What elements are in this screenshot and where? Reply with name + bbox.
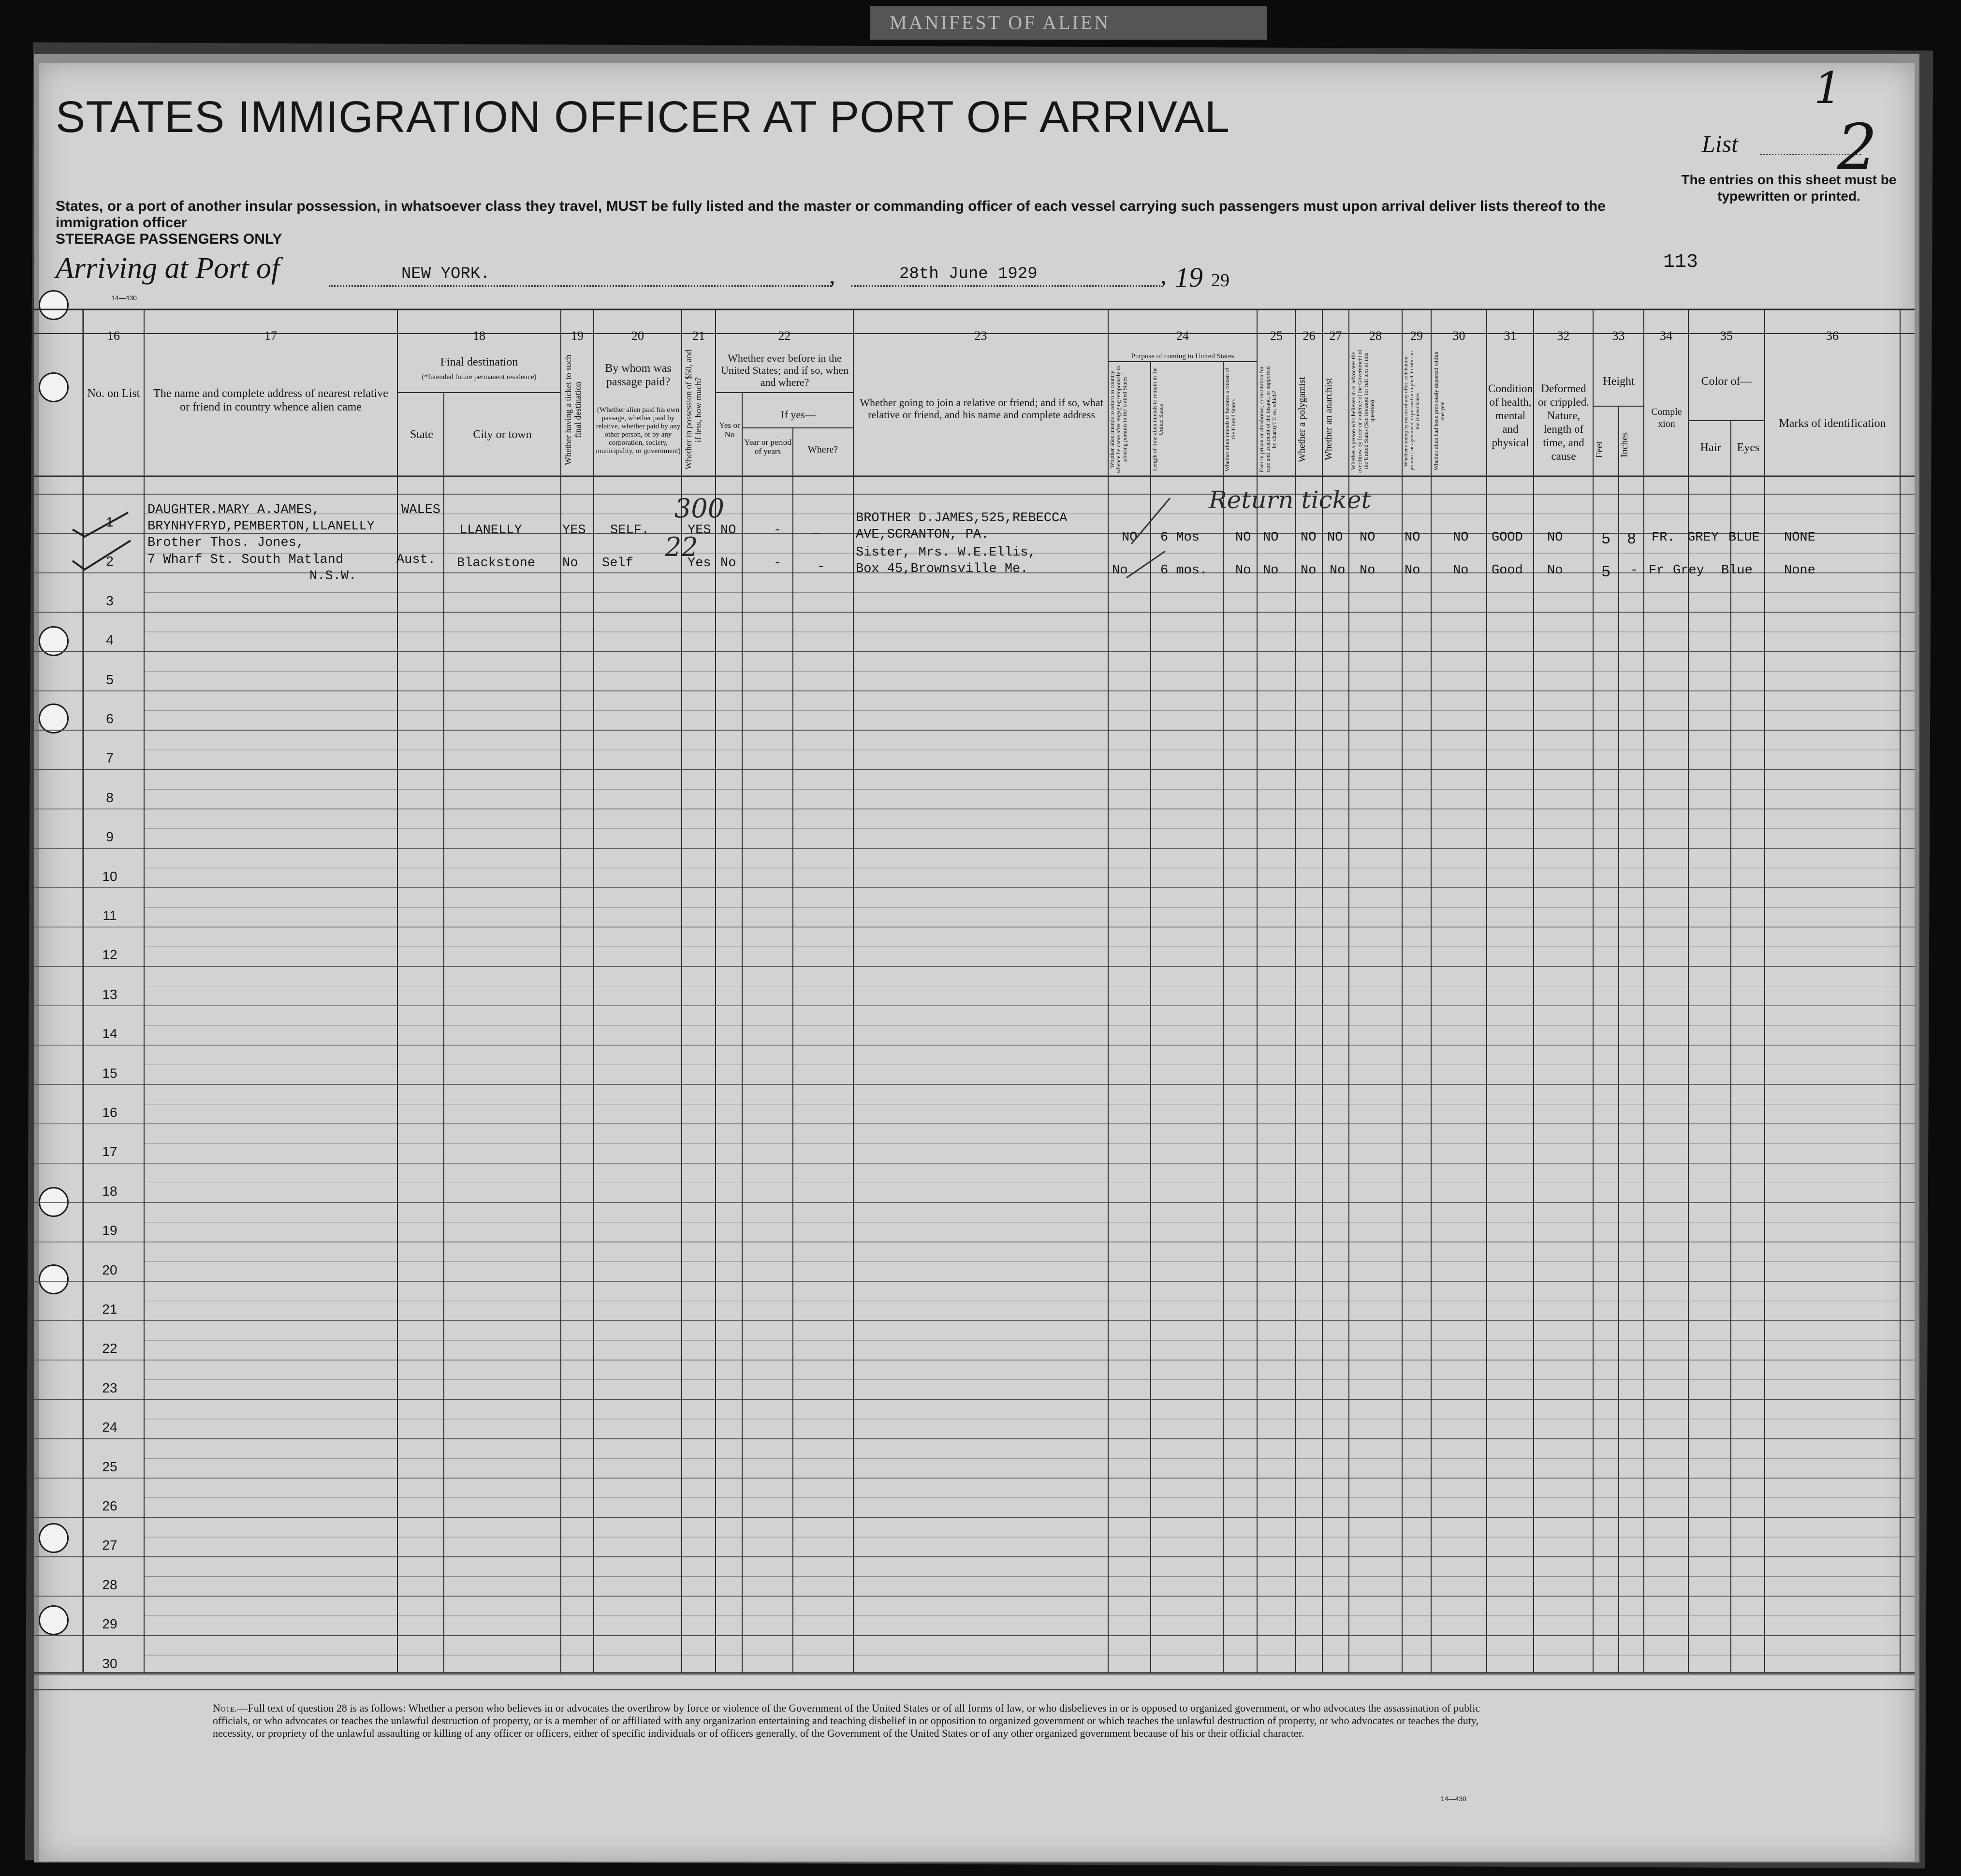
footer-code: 14—430 (1441, 1795, 1466, 1803)
column-number-16: 16 (107, 329, 120, 343)
row-number: 21 (102, 1302, 117, 1317)
header-where: Where? (807, 444, 838, 455)
row-number: 3 (106, 593, 114, 608)
row-number: 20 (102, 1262, 117, 1277)
row-number: 29 (102, 1616, 117, 1632)
p1-overthrow: NO (1360, 530, 1376, 545)
row-number: 26 (102, 1498, 117, 1513)
row-number: 14 (102, 1026, 117, 1041)
p2-relative-line1: Brother Thos. Jones, (147, 536, 305, 550)
p1-relative-line2: BRYNHYFRYD,PEMBERTON,LLANELLY (147, 519, 375, 534)
footnote (213, 1702, 1518, 1740)
row-number: 22 (102, 1341, 117, 1356)
header-inches: Inches (1619, 432, 1630, 458)
form-code: 14—430 (111, 294, 137, 302)
column-number-30: 30 (1452, 329, 1465, 343)
p2-polygamist: No (1301, 563, 1317, 578)
row-number: 6 (106, 711, 114, 726)
row-number: 19 (102, 1223, 117, 1238)
date-value: 28th June 1929 (899, 265, 1038, 283)
row-number: 1 (106, 514, 114, 529)
p1-hair: GREY (1687, 530, 1719, 545)
column-number-24: 24 (1176, 329, 1189, 343)
row-number: 4 (106, 632, 114, 648)
header-passage-paid-sub: (Whether alien paid his own passage, whether paid by relative, whether paid by any other person, or by any corporation, society, municipality, or government) (596, 406, 681, 455)
p1-citizen: NO (1235, 530, 1251, 545)
row-number: 12 (102, 947, 117, 963)
p2-where: - (817, 560, 825, 574)
p1-join-line1: BROTHER D.JAMES,525,REBECCA (856, 511, 1068, 526)
row-number: 7 (106, 750, 114, 766)
p2-inches: - (1630, 563, 1639, 578)
p2-offer: No (1405, 563, 1420, 578)
header-health: Condition of health, mental and physical (1488, 382, 1533, 449)
p2-join-line2: Box 45,Brownsville Me. (856, 562, 1028, 576)
row-number: 5 (106, 672, 114, 687)
header-deformed: Deformed or crippled. Nature, length of time, and cause (1537, 382, 1589, 462)
p2-overthrow: No (1360, 563, 1376, 578)
header-city-or-town: City or town (473, 428, 532, 441)
header-overthrow: Whether a person who believes in or advocates the overthrow by force or violence of the Government of the United States (See footnote for full text of this question) (1350, 349, 1376, 473)
p1-health: GOOD (1492, 530, 1523, 545)
column-number-35: 35 (1720, 329, 1733, 343)
p2-money: Yes (688, 556, 711, 571)
header-deported: Whether alien had been previously deported within one year (1433, 352, 1446, 470)
row-number: 18 (102, 1183, 117, 1199)
header-if-yes: If yes— (781, 409, 816, 421)
header-prison: Ever in prison or almshouse, or institution for care and treatment of the insane, or supported by charity? If so, which? (1258, 366, 1277, 473)
sheet-code: 113 (1663, 251, 1698, 273)
p1-join-line2: AVE,SCRANTON, PA. (856, 528, 989, 542)
column-number-22: 22 (778, 329, 791, 343)
p1-marks: NONE (1784, 530, 1815, 545)
handwritten-return-ticket: Return ticket (1209, 486, 1371, 514)
column-number-36: 36 (1826, 329, 1839, 343)
row-number: 8 (106, 790, 114, 805)
p2-length-stay: 6 mos. (1160, 563, 1208, 578)
column-number-20: 20 (631, 329, 644, 343)
p2-citizen: No (1235, 563, 1251, 578)
column-number-28: 28 (1369, 329, 1382, 343)
header-join-relative: Whether going to join a relative or friend; and if so, what relative or friend, and his name and complete address (860, 396, 1103, 421)
header-marks: Marks of identification (1779, 417, 1886, 430)
p1-deformed: NO (1547, 530, 1563, 545)
row-number: 30 (102, 1656, 117, 1671)
p1-complexion: FR. (1652, 530, 1675, 545)
p1-money-note: 300 (674, 493, 725, 524)
header-hair: Hair (1700, 441, 1721, 454)
p1-offer: NO (1405, 530, 1420, 545)
column-number-25: 25 (1270, 329, 1283, 343)
column-number-33: 33 (1612, 329, 1625, 343)
header-offer-of-labor: Whether coming by reason of any offer, solicitation, promise, or agreement, expressed or implied, to labor in the United States (1403, 351, 1420, 471)
row-number: 24 (102, 1420, 117, 1435)
header-nearest-relative: The name and complete address of nearest relative or friend in country whence alien came (153, 387, 388, 413)
p2-return-temp: No (1112, 563, 1128, 578)
row-number: 9 (106, 829, 114, 845)
year-prefix: 19 (1175, 262, 1203, 293)
footnote-text: —Full text of question 28 is as follows: Whether a person who believes in or advocates the overthrow by force or violence of the Government of the United States or of all forms of law, or who disbelieves in or is opposed to organized government, or who advocates the assassination of public officials, or who advocates or teaches the unlawful destruction of property, or is a member of or affiliated with any organization entertaining and teaching disbelief in or opposition to organized government or which teaches the unlawful destruction of property, or who advocates or teaches the duty, necessity, or propriety of the unlawful assaulting or killing of any officer or officers, either of specific individuals or of officers generally, of the Government of the United States or of any other organized government because of his or their official character. (213, 1702, 1480, 1739)
header-eyes: Eyes (1737, 441, 1760, 454)
p1-length-stay: 6 Mos (1160, 530, 1200, 545)
row-number: 10 (102, 868, 117, 884)
p1-feet: 5 (1601, 530, 1611, 548)
p2-hair: Grey (1673, 563, 1704, 578)
year-suffix: 29 (1211, 270, 1229, 291)
list-label: List (1702, 130, 1739, 157)
header-polygamist: Whether a polygamist (1297, 377, 1307, 462)
column-number-21: 21 (692, 329, 705, 343)
p1-polygamist: NO (1301, 530, 1317, 545)
date-comma: , (1160, 262, 1167, 289)
column-number-19: 19 (571, 329, 584, 343)
row-number: 15 (102, 1065, 117, 1081)
column-number-32: 32 (1557, 329, 1570, 343)
header-anarchist: Whether an anarchist (1323, 378, 1334, 461)
p2-city: Blackstone (457, 556, 536, 571)
header-feet: Feet (1594, 441, 1605, 458)
header-yes-or-no: Yes or No (719, 421, 740, 439)
header-length-of-stay: Length of time alien intends to remain in the United States (1151, 367, 1164, 471)
header-purpose: Purpose of coming to United States (1131, 352, 1234, 360)
list-note: The entries on this sheet must be typewritten or printed. (1681, 172, 1897, 204)
column-number-18: 18 (473, 329, 485, 343)
page-title: STATES IMMIGRATION OFFICER AT PORT OF ARRIVAL (56, 92, 1230, 142)
column-number-27: 27 (1329, 329, 1342, 343)
column-number-29: 29 (1410, 329, 1423, 343)
header-final-destination-sub: (*Intended future permanent residence) (422, 373, 537, 381)
p2-eyes: Blue (1721, 563, 1753, 578)
p2-prison: No (1263, 563, 1279, 578)
p2-relative-line2: 7 Wharf St. South Matland (147, 553, 344, 567)
p2-marks: None (1784, 563, 1815, 578)
p2-paid-by: Self (602, 556, 633, 571)
p1-return-temp: NO (1122, 530, 1138, 545)
p2-deformed: No (1547, 563, 1563, 578)
port-comma: , (829, 262, 835, 289)
p1-state: WALES (401, 503, 441, 517)
header-possession-50: Whether in possession of $50, and if less, how much? (684, 350, 703, 470)
p2-state: Aust. (396, 553, 436, 567)
column-number-26: 26 (1302, 329, 1316, 343)
p1-year: - (774, 523, 782, 538)
row-number: 16 (102, 1105, 117, 1120)
p1-inches: 8 (1627, 530, 1637, 548)
header-ever-before: Whether ever before in the United States; and if so, when and where? (721, 352, 849, 388)
footnote-lead: Note. (213, 1702, 237, 1714)
p1-prison: NO (1263, 530, 1279, 545)
p1-city: LLANELLY (459, 523, 522, 538)
p2-before-in-us: No (720, 556, 736, 571)
header-no-on-list: No. on List (87, 387, 140, 400)
list-number: 2 (1837, 110, 1877, 184)
port-value: NEW YORK. (401, 265, 490, 283)
p1-deported: NO (1453, 530, 1469, 545)
p2-health: Good (1492, 563, 1523, 578)
row-number: 25 (102, 1459, 117, 1474)
header-become-citizen: Whether alien intends to become a citizen of the United States (1224, 367, 1237, 471)
column-number-23: 23 (974, 329, 987, 343)
p2-year: - (774, 556, 782, 571)
row-number: 13 (102, 986, 117, 1002)
row-number: 28 (102, 1577, 117, 1592)
p2-join-line1: Sister, Mrs. W.E.Ellis, (856, 545, 1036, 560)
p2-relative-line3: N.S.W. (309, 569, 357, 584)
row-number: 2 (106, 554, 114, 569)
p1-relative-line1: DAUGHTER.MARY A.JAMES, (147, 503, 320, 517)
instructions-line-2: STEERAGE PASSENGERS ONLY (56, 231, 282, 247)
row-number: 11 (102, 908, 117, 923)
instructions-line-1: States, or a port of another insular possession, in whatsoever class they travel, MUST be fully listed and the master or commanding officer of each vessel carrying such passengers must upon arrival deliver lists thereof to the immigration officer (56, 198, 1606, 231)
p2-anarchist: No (1330, 563, 1346, 578)
p1-eyes: BLUE (1728, 530, 1760, 545)
arriving-label: Arriving at Port of (56, 252, 280, 285)
p1-anarchist: NO (1327, 530, 1343, 545)
row-number: 23 (102, 1380, 117, 1395)
header-year: Year or period of years (744, 438, 791, 456)
p2-feet: 5 (1601, 563, 1611, 581)
p1-ticket: YES (562, 523, 586, 538)
p2-deported: No (1453, 563, 1469, 578)
torn-paper-scrap: MANIFEST OF ALIEN (870, 6, 1267, 40)
header-final-destination: Final destination (440, 356, 518, 368)
header-ticket: Whether having a ticket to such final destination (563, 354, 583, 465)
header-color-of: Color of— (1701, 375, 1752, 388)
p1-money: YES (688, 523, 711, 538)
p2-ticket: No (562, 556, 578, 571)
p2-money-note: 22 (665, 532, 698, 562)
header-return-temporarily: Whether alien intends to return to country whence he came after engaging temporarily in laboring pursuits in the United States (1109, 366, 1128, 473)
header-height: Height (1603, 375, 1635, 388)
header-state: State (410, 428, 433, 441)
p2-complexion: Fr (1649, 563, 1665, 578)
row-number: 17 (102, 1144, 117, 1159)
column-number-31: 31 (1504, 329, 1517, 343)
page-corner-mark: 1 (1814, 63, 1842, 114)
column-number-34: 34 (1660, 329, 1672, 343)
column-number-17: 17 (264, 329, 277, 343)
p1-before-in-us: NO (720, 523, 736, 538)
header-passage-paid: By whom was passage paid? (605, 362, 672, 388)
p1-paid-by: SELF. (610, 523, 650, 538)
p1-where: — (812, 527, 820, 542)
header-complexion: Complexion (1651, 407, 1682, 429)
row-number: 27 (102, 1538, 117, 1553)
